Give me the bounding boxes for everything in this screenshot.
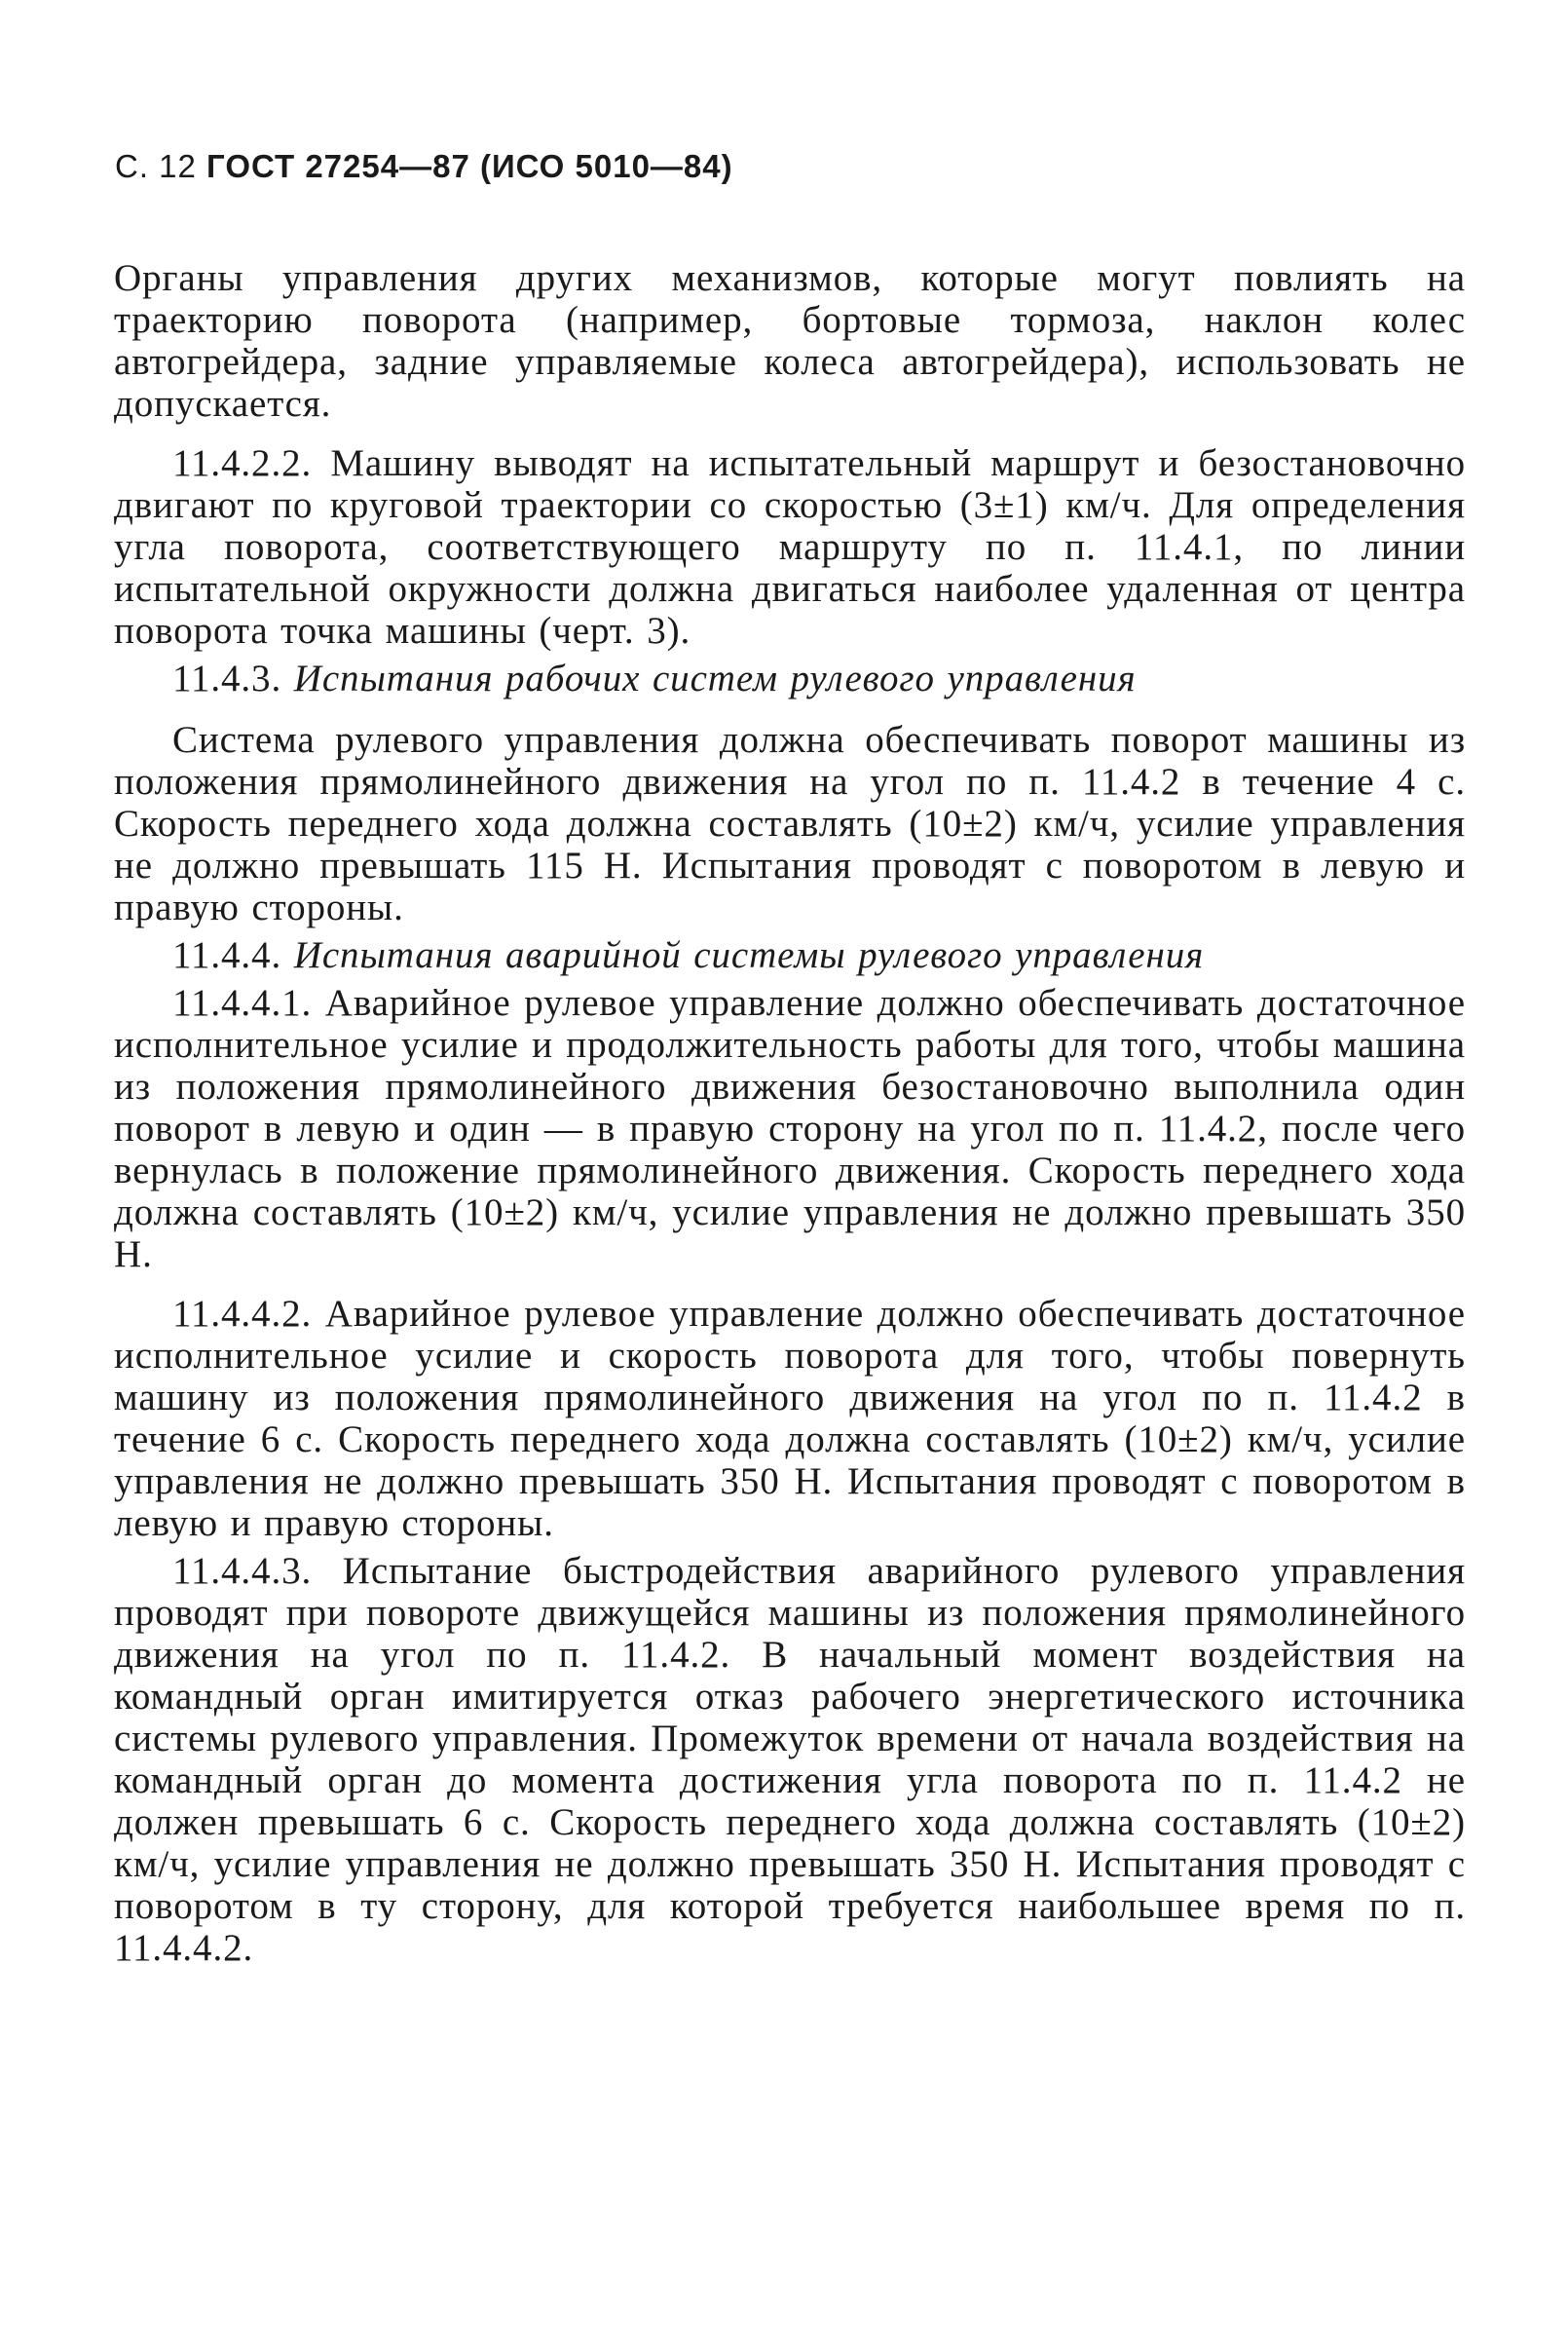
paragraph-11-4-4-2: 11.4.4.2. Аварийное рулевое управление должно обеспечивать достаточное исполнительное усилие и скорость поворота для того, чтобы повернуть машину из положения прямолинейного движения на угол по п. 11.4.2 в течение 6 с. Скорость переднего хода должна составлять (10±2) км/ч, усилие управления не должно превышать 350 Н. Испытания проводят с поворотом в левую и правую стороны. [114,1293,1466,1544]
page-number: С. 12 [115,148,197,184]
body-text [114,257,1466,1975]
paragraph-11-4-3-body: Система рулевого управления должна обеспечивать поворот машины из положения прямолинейного движения на угол по п. 11.4.2 в течение 4 с. Скорость переднего хода должна составлять (10±2) км/ч, усилие управления не должно превышать 115 Н. Испытания проводят с поворотом в левую и правую стороны. [114,719,1466,928]
paragraph-11-4-2-2: 11.4.2.2. Машину выводят на испытательный маршрут и безостановочно двигают по круговой траектории со скоростью (3±1) км/ч. Для определения угла поворота, соответствующего маршруту по п. 11.4.1, по линии испытательной окружности должна двигаться наиболее удаленная от центра поворота точка машины (черт. 3). [114,442,1466,652]
running-header [115,148,733,185]
section-heading-11-4-4 [114,934,1466,976]
paragraph-11-4-4-3: 11.4.4.3. Испытание быстродействия аварийного рулевого управления проводят при повороте движущейся машины из положения прямолинейного движения на угол по п. 11.4.2. В начальный момент воздействия на командный орган имитируется отказ рабочего энергетического источника системы рулевого управления. Промежуток времени от начала воздействия на командный орган до момента достижения угла поворота по п. 11.4.2 не должен превышать 6 с. Скорость переднего хода должна составлять (10±2) км/ч, усилие управления не должно превышать 350 Н. Испытания проводят с поворотом в ту сторону, для которой требуется наибольшее время по п. 11.4.4.2. [114,1550,1466,1969]
standard-designation: ГОСТ 27254—87 (ИСО 5010—84) [206,148,733,184]
section-title: Испытания рабочих систем рулевого управления [293,658,1137,699]
section-heading-11-4-3 [114,658,1466,699]
paragraph-controls-restriction: Органы управления других механизмов, которые могут повлиять на траекторию поворота (например, бортовые тормоза, наклон колес автогрейдера, задние управляемые колеса автогрейдера), использовать не допускается. [114,257,1466,425]
section-title: Испытания аварийной системы рулевого управления [293,934,1205,976]
section-number: 11.4.4. [172,934,282,976]
section-number: 11.4.3. [172,658,282,699]
paragraph-11-4-4-1: 11.4.4.1. Аварийное рулевое управление должно обеспечивать достаточное исполнительное усилие и продолжительность работы для того, чтобы машина из положения прямолинейного движения безостановочно выполнила один поворот в левую и один — в правую сторону на угол по п. 11.4.2, после чего вернулась в положение прямолинейного движения. Скорость переднего хода должна составлять (10±2) км/ч, усилие управления не должно превышать 350 Н. [114,982,1466,1275]
